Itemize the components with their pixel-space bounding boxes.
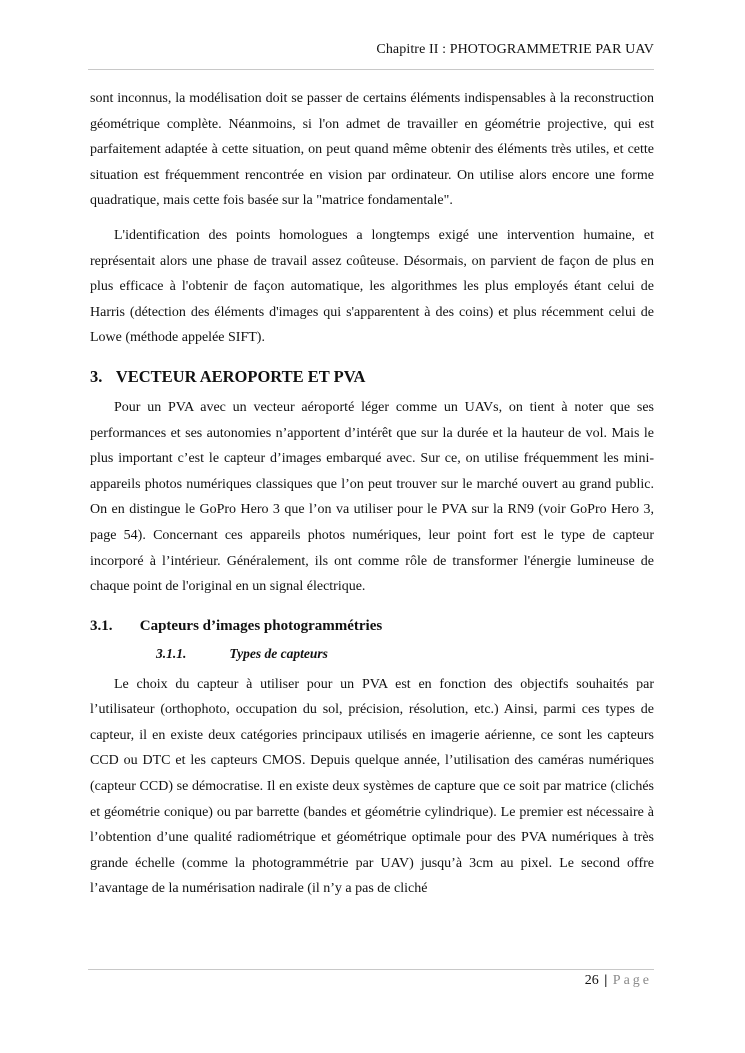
section-title: VECTEUR AEROPORTE ET PVA <box>115 366 366 386</box>
footer-separator: | <box>604 973 608 988</box>
page-label: Page <box>612 973 652 988</box>
section-number: 3. <box>90 366 103 386</box>
subsection-title: Capteurs d’images photogrammétries <box>139 617 383 634</box>
paragraph-homologous-points: L'identification des points homologues a longtemps exigé une intervention humaine, et représentait alors une phase de travail assez coûteuse. Désormais, on parvient de façon de plus en plus efficace à l'obtenir de façon automatique, les algorithmes les plus employés étant celui de Harris (détection des éléments d'images qui s'apparentent à des coins) et plus récemment celui de Lowe (méthode appelée SIFT). <box>90 227 654 346</box>
section-heading-3-1-1 <box>156 642 654 666</box>
page-number: 26 <box>584 973 599 988</box>
running-header: Chapitre II : PHOTOGRAMMETRIE PAR UAV <box>376 42 654 57</box>
header-divider <box>88 69 654 70</box>
paragraph-pva-vector: Pour un PVA avec un vecteur aéroporté léger comme un UAVs, on tient à noter que ses performances et ses autonomies n’apportent d’intérêt que sur la durée et la hauteur de vol. Mais le plus important c’est le capteur d’images embarqué avec. Sur ce, on utilise fréquemment les mini-appareils photos numériques classiques que l’on peut trouver sur le marché ouvert au grand public. On en distingue le GoPro Hero 3 que l’on va utiliser pour le PVA sur la RN9 (voir GoPro Hero 3, page 54). Concernant ces appareils photos numériques, leur point fort est le type de capteur incorporé à l’intérieur. Généralement, ils ont comme rôle de transformer l'énergie lumineuse de chaque point de l'original en un signal électrique. <box>90 399 654 595</box>
paragraph-continued: sont inconnus, la modélisation doit se passer de certains éléments indispensables à la reconstruction géométrique complète. Néanmoins, si l'on admet de travailler en géométrie projective, qui est parfaitement adaptée à cette situation, on peut quand même obtenir des éléments très utiles, et cette situation est fréquemment rencontrée en vision par ordinateur. On utilise alors encore une forme quadratique, mais cette fois basée sur la "matrice fondamentale". <box>90 91 654 209</box>
footer-divider <box>88 969 654 970</box>
section-heading-3-1 <box>90 614 654 638</box>
section-heading-3 <box>90 365 654 389</box>
subsection-number: 3.1. <box>90 617 113 634</box>
page-body <box>90 86 654 902</box>
page-footer <box>585 973 652 989</box>
subsubsection-title: Types de capteurs <box>229 645 328 661</box>
paragraph-sensor-types: Le choix du capteur à utiliser pour un PVA est en fonction des objectifs souhaités par l’utilisateur (orthophoto, occupation du sol, précision, résolution, etc.) Ainsi, parmi ces types de capteur, il en existe deux catégories principaux utilisés en imagerie aérienne, ce sont les capteurs CCD ou DTC et les capteurs CMOS. Depuis quelque année, l’utilisation des caméras numériques (capteur CCD) se démocratise. Il en existe deux systèmes de capture que ce soit par matrice (clichés et géométrie conique) ou par barrette (bandes et géométrie cylindrique). Le premier est nécessaire à l’obtention d’une qualité radiométrique et géométrique optimale pour des PVA numériques à très grande échelle (comme la photogrammétrie par UAV) jusqu’à 3cm au pixel. Le second offre l’avantage de la numérisation nadirale (il n’y a pas de cliché <box>90 676 654 897</box>
subsubsection-number: 3.1.1. <box>156 645 187 661</box>
